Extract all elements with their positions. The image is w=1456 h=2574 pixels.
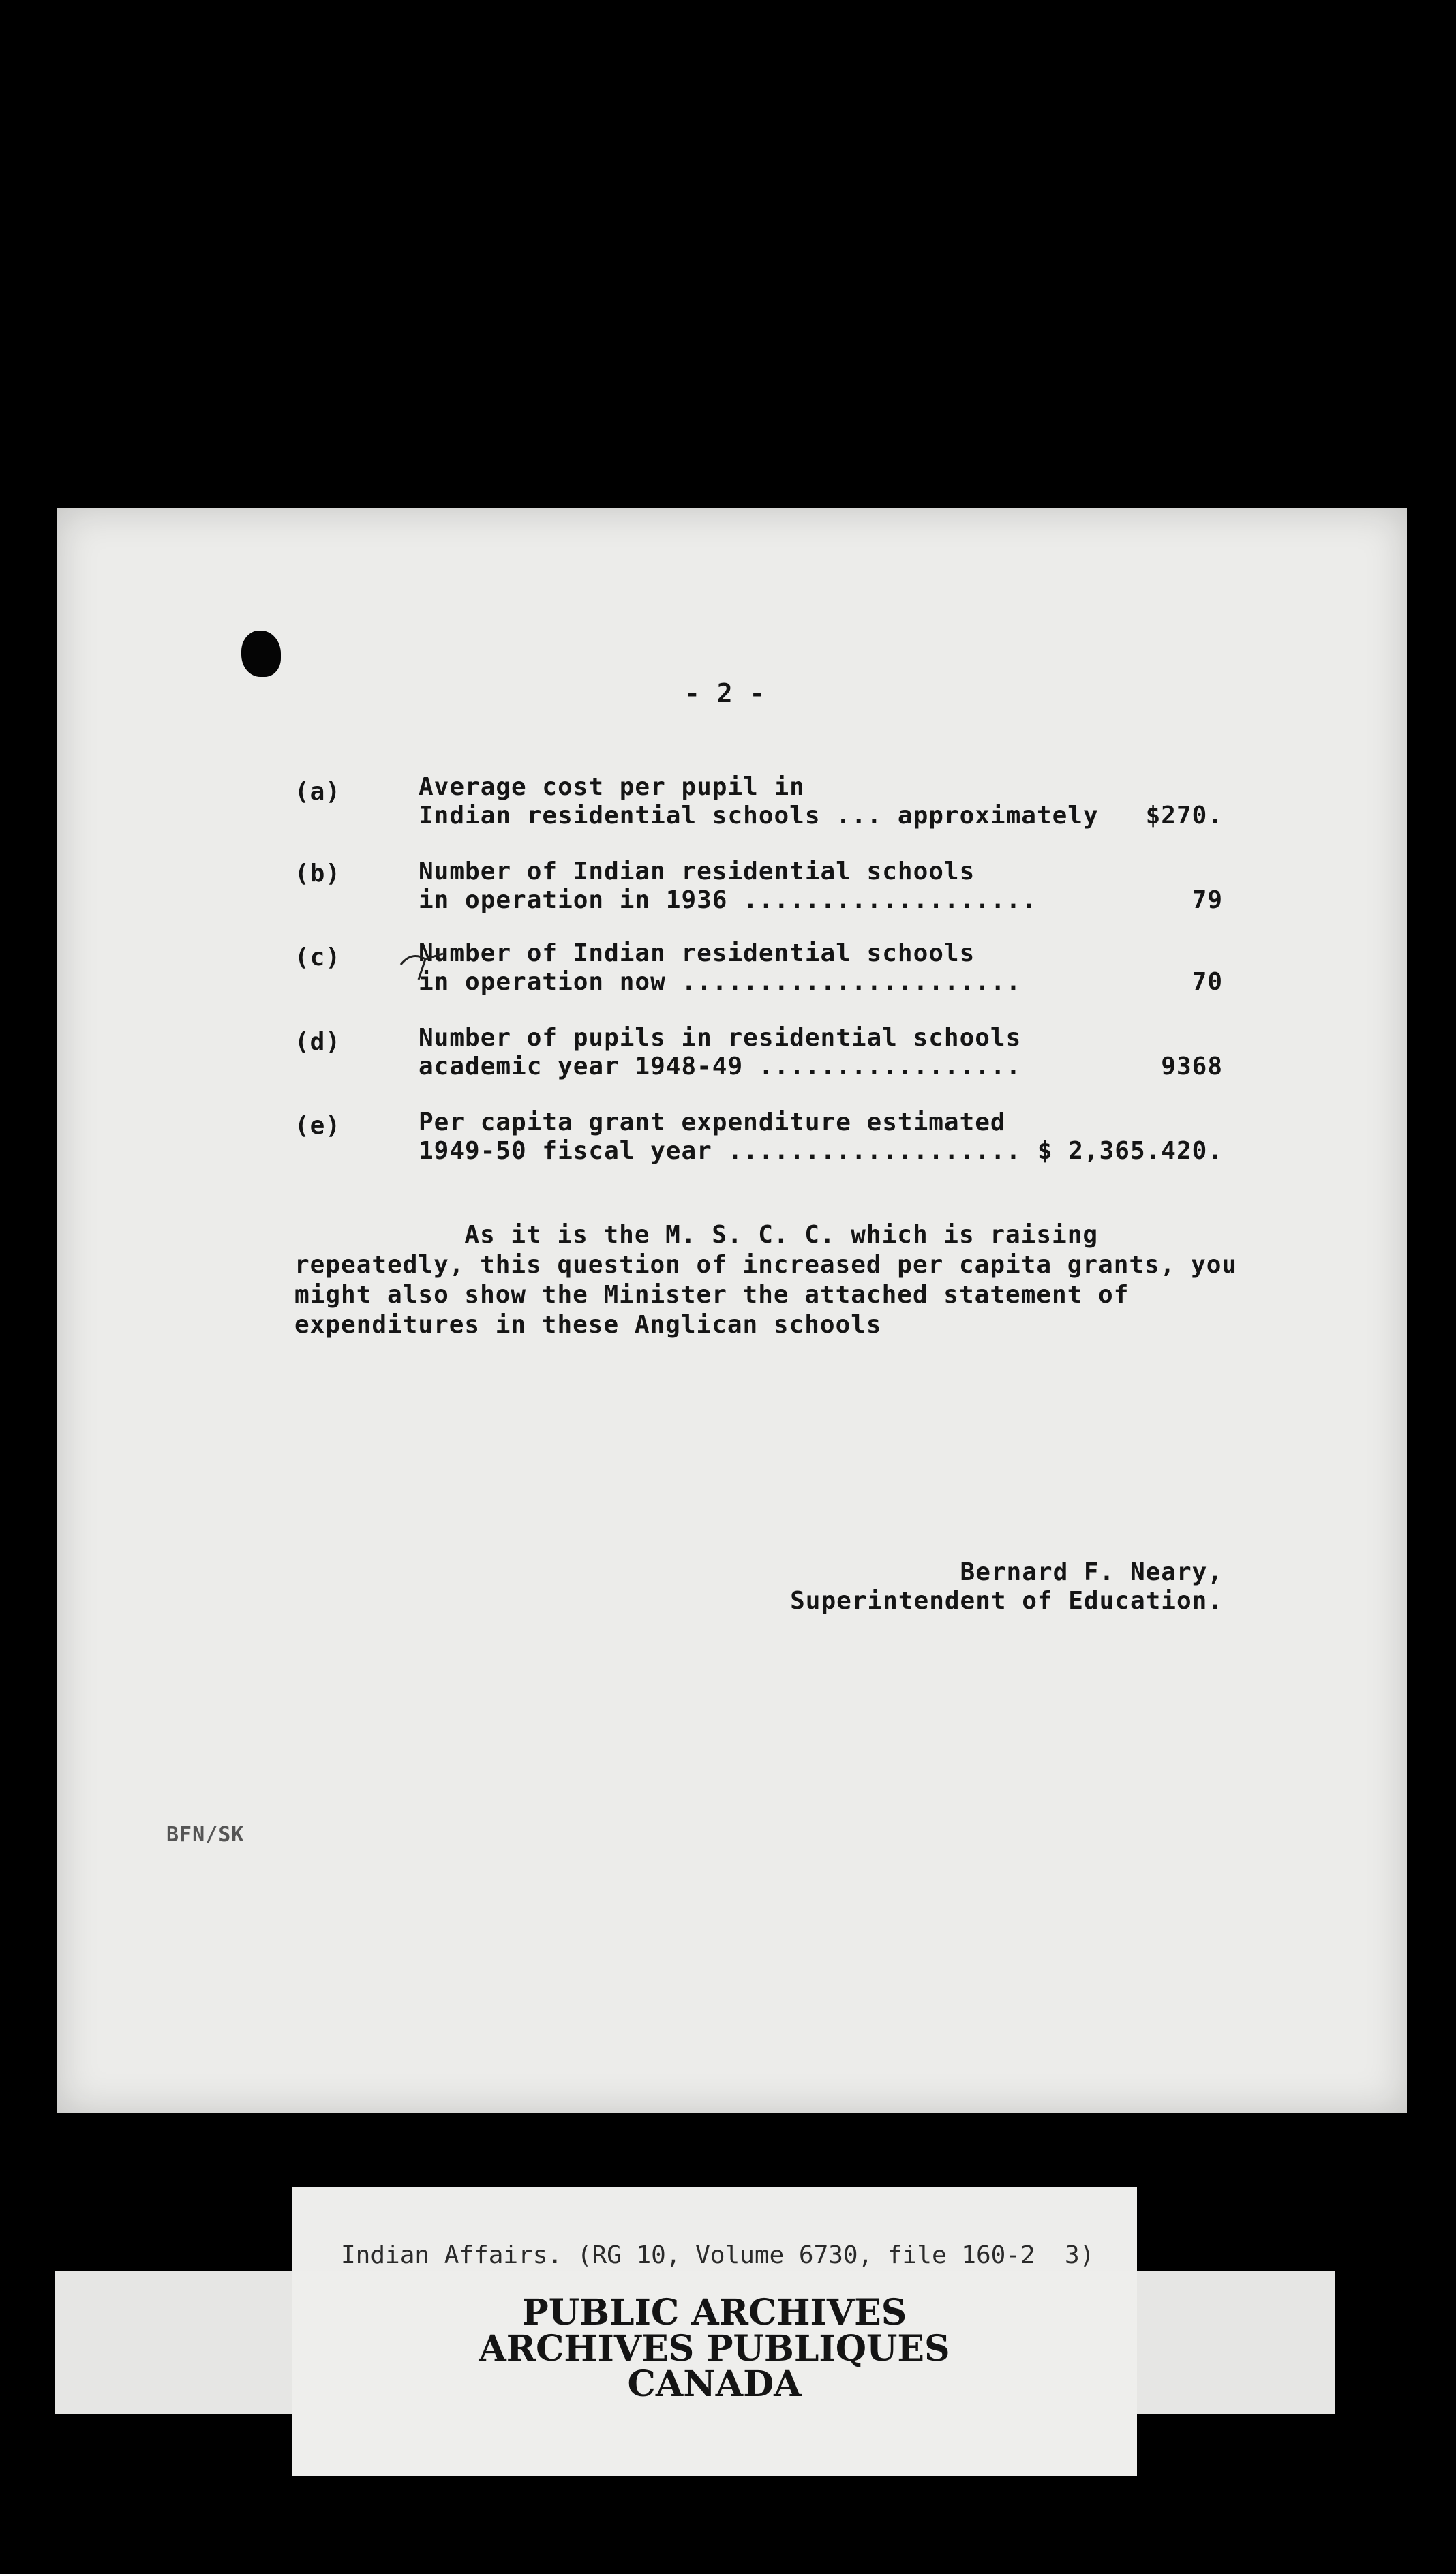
signature-title: Superintendent of Education. [790, 1587, 1223, 1615]
archive-name-english: PUBLIC ARCHIVES [521, 2292, 907, 2333]
item-letter: (a) [294, 778, 342, 806]
item-value: 9368 [1161, 1053, 1223, 1080]
item-value: $270. [1145, 802, 1223, 830]
item-description-line: Indian residential schools ... approximately [419, 802, 1099, 830]
item-letter: (e) [294, 1112, 342, 1140]
handwritten-check-mark [398, 944, 446, 985]
item-description-line: in operation in 1936 ................... [419, 886, 1037, 914]
paragraph-line: As it is the M. S. C. C. which is raising [294, 1221, 1099, 1249]
item-letter: (b) [294, 860, 342, 888]
paragraph-line: repeatedly, this question of increased per capita grants, you [294, 1251, 1238, 1279]
document-page [57, 508, 1407, 2113]
item-value: $ 2,365.420. [1037, 1137, 1223, 1165]
item-description-line: academic year 1948-49 ................. [419, 1053, 1022, 1080]
item-description-line: Number of Indian residential schools [419, 939, 975, 967]
item-value: 79 [1192, 886, 1223, 914]
paragraph-line: expenditures in these Anglican schools [294, 1311, 882, 1339]
archive-country: CANADA [627, 2363, 802, 2405]
paragraph-line: might also show the Minister the attached statement of [294, 1281, 1129, 1309]
signature-name: Bernard F. Neary, [960, 1558, 1223, 1586]
item-description-line: Number of Indian residential schools [419, 858, 975, 885]
item-description-line: 1949-50 fiscal year ................... [419, 1137, 1022, 1165]
archive-reference: Indian Affairs. (RG 10, Volume 6730, file 160-2 3) [341, 2241, 1095, 2269]
item-description-line: Per capita grant expenditure estimated [419, 1108, 1006, 1136]
item-description-line: Average cost per pupil in [419, 773, 805, 801]
archive-name-french: ARCHIVES PUBLIQUES [479, 2328, 950, 2369]
page-number: - 2 - [684, 678, 766, 708]
body-paragraph [294, 1220, 1238, 1340]
typist-initials: BFN/SK [166, 1823, 245, 1847]
item-description-line: Number of pupils in residential schools [419, 1024, 1022, 1052]
punch-hole [241, 631, 281, 677]
item-value: 70 [1192, 968, 1223, 996]
item-letter: (c) [294, 943, 342, 971]
item-letter: (d) [294, 1028, 342, 1056]
item-description-line: in operation now ...................... [419, 968, 1022, 996]
